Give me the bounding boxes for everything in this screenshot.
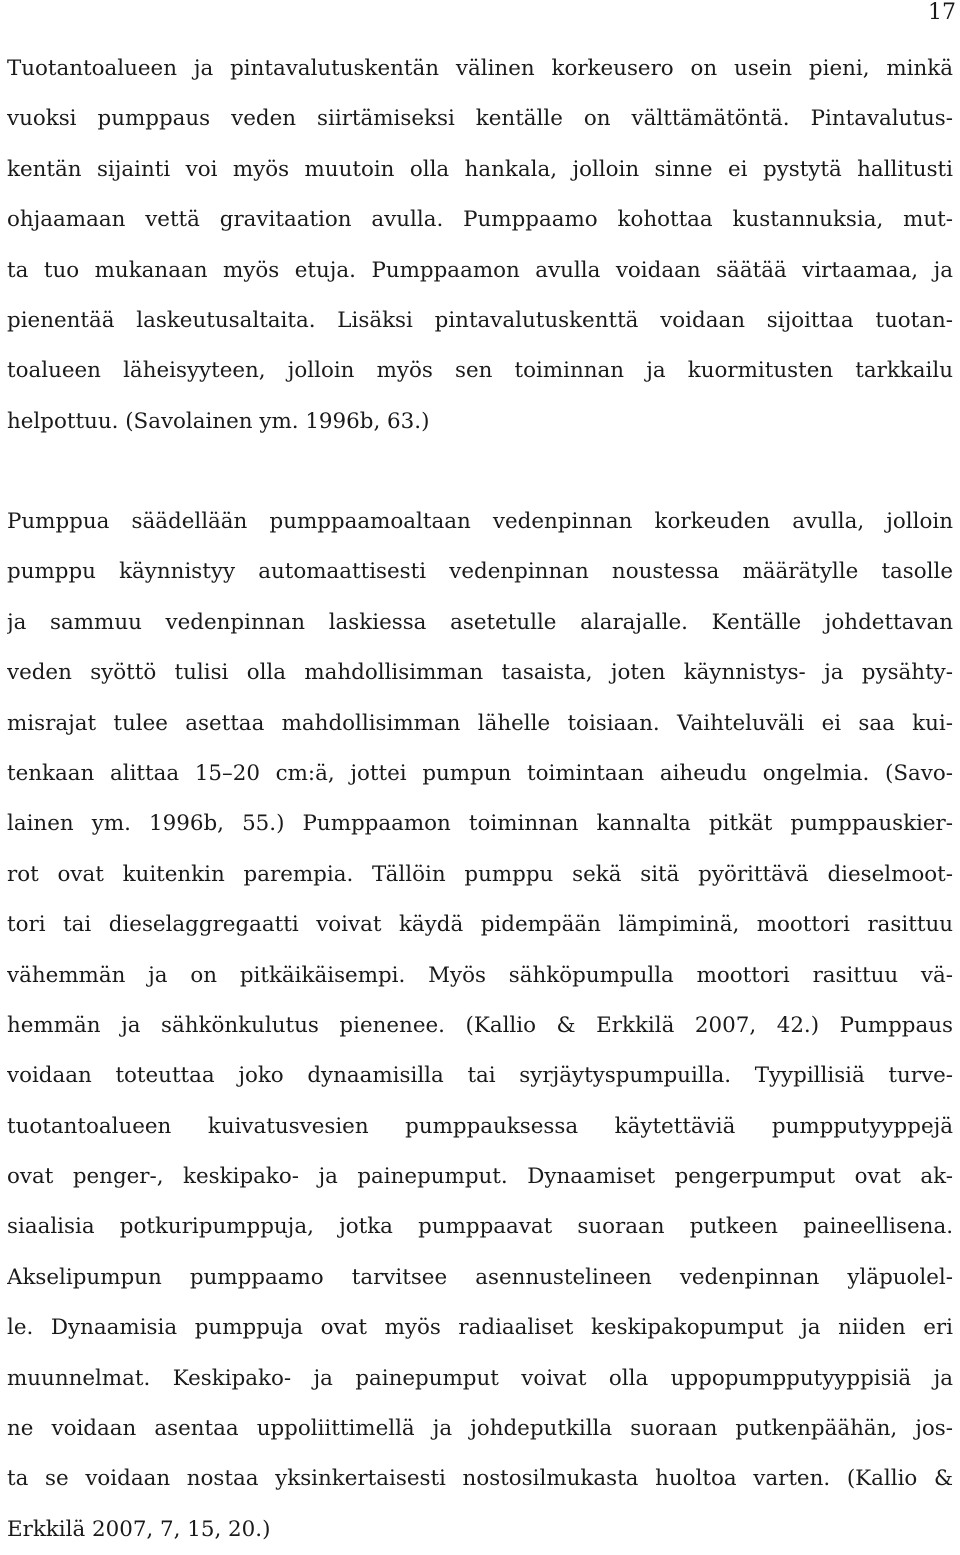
text-line: ohjaamaan vettä gravitaation avulla. Pumppaamo kohottaa kustannuksia, mut- <box>7 207 953 233</box>
text-line: voidaan toteuttaa joko dynaamisilla tai syrjäytyspumpuilla. Tyypillisiä turve- <box>7 1063 953 1089</box>
paragraph-1 <box>7 44 953 447</box>
text-line: tenkaan alittaa 15–20 cm:ä, jottei pumpun toimintaan aiheudu ongelmia. (Savo- <box>7 760 953 786</box>
text-line: siaalisia potkuripumppuja, jotka pumppaavat suoraan putkeen paineellisena. <box>7 1214 953 1240</box>
text-line: vuoksi pumppaus veden siirtämiseksi kentälle on välttämätöntä. Pintavalutus- <box>7 106 953 132</box>
text-line: Akselipumpun pumppaamo tarvitsee asennustelineen vedenpinnan yläpuolel- <box>7 1264 953 1290</box>
text-line: rot ovat kuitenkin parempia. Tällöin pumppu sekä sitä pyörittävä dieselmoot- <box>7 861 953 887</box>
text-line: Tuotantoalueen ja pintavalutuskentän välinen korkeusero on usein pieni, minkä <box>7 56 953 81</box>
text-line: ja sammuu vedenpinnan laskiessa asetetulle alarajalle. Kentälle johdettavan <box>7 609 953 635</box>
text-line: veden syöttö tulisi olla mahdollisimman tasaista, joten käynnistys- ja pysähty- <box>7 660 953 686</box>
text-line: pienentää laskeutusaltaita. Lisäksi pintavalutuskenttä voidaan sijoittaa tuotan- <box>7 307 953 333</box>
text-line: ta se voidaan nostaa yksinkertaisesti nostosilmukasta huoltoa varten. (Kallio & <box>7 1466 953 1492</box>
text-line: ovat penger-, keskipako- ja painepumput. Dynaamiset pengerpumput ovat ak- <box>7 1164 953 1190</box>
text-line: lainen ym. 1996b, 55.) Pumppaamon toiminnan kannalta pitkät pumppauskier- <box>7 811 953 837</box>
text-line: Erkkilä 2007, 7, 15, 20.) <box>7 1516 271 1542</box>
text-line: vähemmän ja on pitkäikäisempi. Myös sähköpumpulla moottori rasittuu vä- <box>7 962 953 988</box>
text-line: tori tai dieselaggregaatti voivat käydä pidempään lämpiminä, moottori rasittuu <box>7 912 953 938</box>
paragraph-2 <box>7 497 953 1555</box>
text-line: misrajat tulee asettaa mahdollisimman lähelle toisiaan. Vaihteluväli ei saa kui- <box>7 710 953 736</box>
text-line: tuotantoalueen kuivatusvesien pumppauksessa käytettäviä pumpputyyppejä <box>7 1113 953 1139</box>
text-line: Pumppua säädellään pumppaamoaltaan vedenpinnan korkeuden avulla, jolloin <box>7 509 953 534</box>
text-line: ta tuo mukanaan myös etuja. Pumppaamon avulla voidaan säätää virtaamaa, ja <box>7 257 953 283</box>
text-line: le. Dynaamisia pumppuja ovat myös radiaaliset keskipakopumput ja niiden eri <box>7 1315 953 1341</box>
text-line: pumppu käynnistyy automaattisesti vedenpinnan noustessa määrätylle tasolle <box>7 559 953 585</box>
text-line: muunnelmat. Keskipako- ja painepumput voivat olla uppopumpputyyppisiä ja <box>7 1365 953 1391</box>
page-number: 17 <box>928 0 956 25</box>
text-line: toalueen läheisyyteen, jolloin myös sen toiminnan ja kuormitusten tarkkailu <box>7 358 953 384</box>
text-line: kentän sijainti voi myös muutoin olla hankala, jolloin sinne ei pystytä hallitusti <box>7 156 953 182</box>
text-line: helpottuu. (Savolainen ym. 1996b, 63.) <box>7 408 430 434</box>
text-line: hemmän ja sähkönkulutus pienenee. (Kallio & Erkkilä 2007, 42.) Pumppaus <box>7 1012 953 1038</box>
text-line: ne voidaan asentaa uppoliittimellä ja johdeputkilla suoraan putkenpäähän, jos- <box>7 1416 953 1442</box>
